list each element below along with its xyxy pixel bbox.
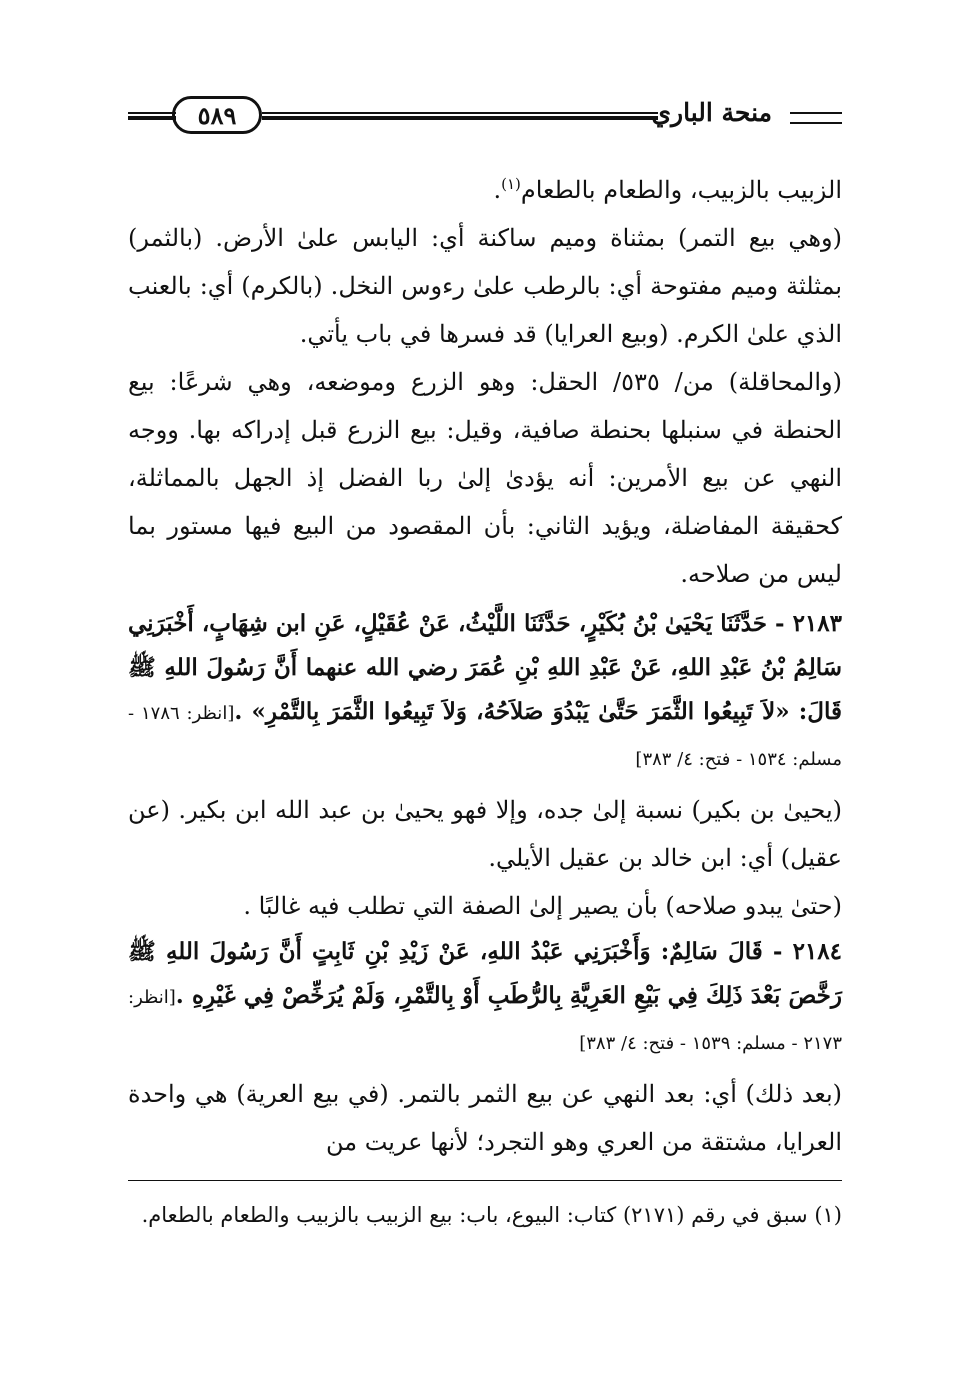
header-rule-middle [262,112,658,120]
hadith-2183-text: ٢١٨٣ - حَدَّثَنَا يَحْيَىٰ بْنُ بُكَيْرٍ، حَدَّثَنَا اللَّيْثُ، عَنْ عُقَيْلٍ، عَنِ ابن شِهَابٍ، أَخْبَرَنِي سَالِمُ بْنُ عَبْدِ اللهِ، عَنْ عَبْدِ اللهِ بْنِ عُمَرَ رضي الله عنهما أَنَّ رَسُولَ اللهِ ﷺ قَالَ: «لاَ تَبِيعُوا الثَّمَرَ حَتَّىٰ يَبْدُوَ صَلاَحُهُ، وَلاَ تَبِيعُوا الثَّمَرَ بِالتَّمْرِ» . [128,610,842,725]
running-title: منحة الباري [651,98,772,127]
hadith-2183-reference: [انظر: ١٧٨٦ - مسلم: ١٥٣٤ - فتح: ٤/ ٣٨٣] [128,703,842,770]
hadith-2184-reference: [انظر: ٢١٧٣ - مسلم: ١٥٣٩ - فتح: ٤/ ٣٨٣] [128,987,842,1054]
footnote-1: (١) سبق في رقم (٢١٧١) كتاب: البيوع، باب: بيع الزبيب بالزبيب والطعام بالطعام. [141,1203,842,1227]
header-rule-left [128,112,176,120]
hadith-2184 [128,930,842,1066]
paragraph-5: (حتىٰ يبدو صلاحه) بأن يصير إلىٰ الصفة التي تطلب فيه غالبًا . [243,892,842,920]
paragraph-1 [128,166,842,214]
hadith-2184-text: ٢١٨٤ - قَالَ سَالِمٌ: وَأَخْبَرَنِي عَبْدُ اللهِ، عَنْ زَيْدِ بْنِ ثَابِتٍ أَنَّ رَسُولَ اللهِ ﷺ رَخَّصَ بَعْدَ ذَلِكَ فِي بَيْعِ العَرِيَّةِ بِالرُّطَبِ أَوْ بِالتَّمْرِ، وَلَمْ يُرَخِّصْ فِي غَيْرِهِ . [128,938,842,1009]
paragraph-1-end: . [493,176,502,204]
paragraph-3: (والمحاقلة) من/ ٥٣٥/ الحقل: وهو الزرع وموضعه، وهي شرعًا: بيع الحنطة في سنبلها بحنطة صافية، وقيل: بيع الزرع قبل إدراكه بها. ووجه النهي عن بيع الأمرين: أنه يؤدىٰ إلىٰ ربا الفضل إذ الجهل بالمماثلة، كحقيقة المفاضلة، ويؤيد الثاني: بأن المقصود من البيع فيها مستور بما ليس من صلاحه. [128,368,842,588]
paragraph-1-text: الزبيب بالزبيب، والطعام بالطعام [520,176,842,204]
hadith-2183 [128,602,842,782]
paragraph-2: (وهي بيع التمر) بمثناة وميم ساكنة أي: اليابس علىٰ الأرض. (بالثمر) بمثلثة وميم مفتوحة أي: بالرطب علىٰ رءوس النخل. (بالكرم) أي: بالعنب الذي علىٰ الكرم. (وبيع العرايا) قد فسرها في باب يأتي. [128,224,842,348]
paragraph-4: (يحيىٰ بن بكير) نسبة إلىٰ جده، وإلا فهو يحيىٰ بن عبد الله ابن بكير. (عن عقيل) أي: ابن خالد بن عقيل الأيلي. [128,796,842,872]
footnote-marker[interactable]: (١) [501,175,521,193]
footnote-divider [128,1180,842,1181]
page-header [128,92,842,142]
header-rule-right [790,112,842,124]
page-number: ٥٨٩ [172,96,262,134]
main-text [128,166,842,1166]
paragraph-6: (بعد ذلك) أي: بعد النهي عن بيع الثمر بالتمر. (في بيع العرية) هي واحدة العرايا، مشتقة من العري وهو التجرد؛ لأنها عريت من [128,1080,842,1156]
